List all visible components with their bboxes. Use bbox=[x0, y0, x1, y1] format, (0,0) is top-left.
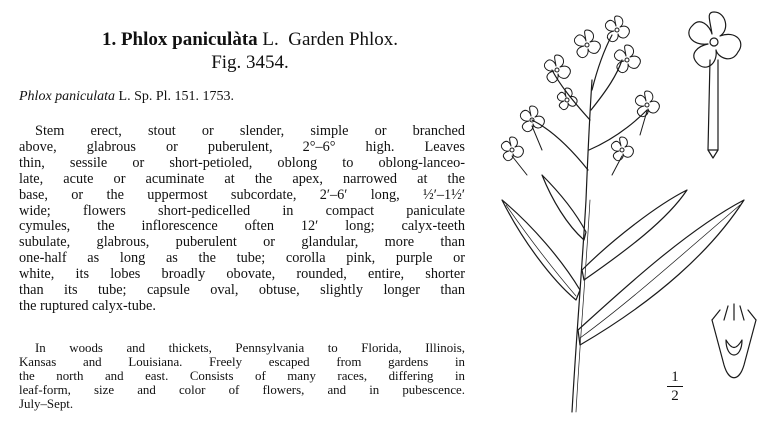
flower-tube bbox=[708, 60, 718, 150]
citation-name: Phlox paniculata bbox=[19, 89, 116, 104]
leaf bbox=[502, 200, 580, 300]
habitat-line: leaf-form, size and color of flowers, and in pubescence. bbox=[19, 383, 465, 397]
description-line: one-half as long as the tube; corolla pink, purple or bbox=[19, 250, 465, 267]
description bbox=[19, 124, 465, 315]
species-heading bbox=[30, 28, 470, 51]
description-line: late, acute or acuminate at the apex, narrowed at the bbox=[19, 170, 465, 187]
figure-number: Fig. 3454. bbox=[211, 52, 289, 73]
fraction-bar bbox=[667, 386, 683, 387]
phlox-illustration bbox=[472, 0, 782, 428]
leaf bbox=[582, 190, 687, 280]
scale-fraction bbox=[664, 369, 686, 404]
habitat-line: July–Sept. bbox=[19, 397, 74, 411]
author-abbreviation: L. bbox=[262, 29, 279, 50]
habitat-line: the north and east. Consists of many races, differing in bbox=[19, 369, 465, 383]
description-line: white, its lobes broadly obovate, rounded, entire, shorter bbox=[19, 266, 465, 283]
description-line: than its tube; capsule oval, obtuse, slightly longer than bbox=[19, 282, 465, 299]
description-line: wide; flowers short-pedicelled in compact paniculate bbox=[19, 202, 465, 219]
leaf bbox=[542, 175, 586, 240]
description-line: thin, sessile or short-petioled, oblong to oblong-lanceo- bbox=[19, 154, 465, 171]
detached-flower bbox=[689, 12, 741, 67]
citation-reference: L. Sp. Pl. 151. 1753. bbox=[118, 89, 235, 104]
description-line: base, or the uppermost subcordate, 2′–6′ long, ½′–1½′ bbox=[19, 186, 465, 203]
scale-denominator: 2 bbox=[671, 388, 679, 404]
description-line: subulate, glabrous, puberulent or glandular, more than bbox=[19, 234, 465, 251]
habitat-line: In woods and thickets, Pennsylvania to Florida, Illinois, bbox=[35, 341, 465, 355]
citation bbox=[19, 88, 479, 105]
common-name: Garden Phlox. bbox=[288, 29, 399, 50]
description-line: above, glabrous or puberulent, 2°–6° high. Leaves bbox=[19, 138, 465, 155]
description-line: cymules, the inflorescence often 12′ long; calyx-teeth bbox=[19, 218, 465, 235]
habitat-note bbox=[19, 341, 465, 411]
habitat-line: Kansas and Louisiana. Freely escaped from gardens in bbox=[19, 355, 465, 369]
description-line: the ruptured calyx-tube. bbox=[19, 297, 156, 314]
description-line: Stem erect, stout or slender, simple or branched bbox=[35, 123, 465, 139]
flower-cluster bbox=[501, 16, 659, 175]
species-number: 1. bbox=[101, 29, 117, 50]
capsule-detail bbox=[712, 304, 756, 378]
scientific-name: Phlox paniculàta bbox=[120, 29, 258, 50]
scale-numerator: 1 bbox=[671, 369, 679, 385]
stem bbox=[572, 80, 592, 412]
